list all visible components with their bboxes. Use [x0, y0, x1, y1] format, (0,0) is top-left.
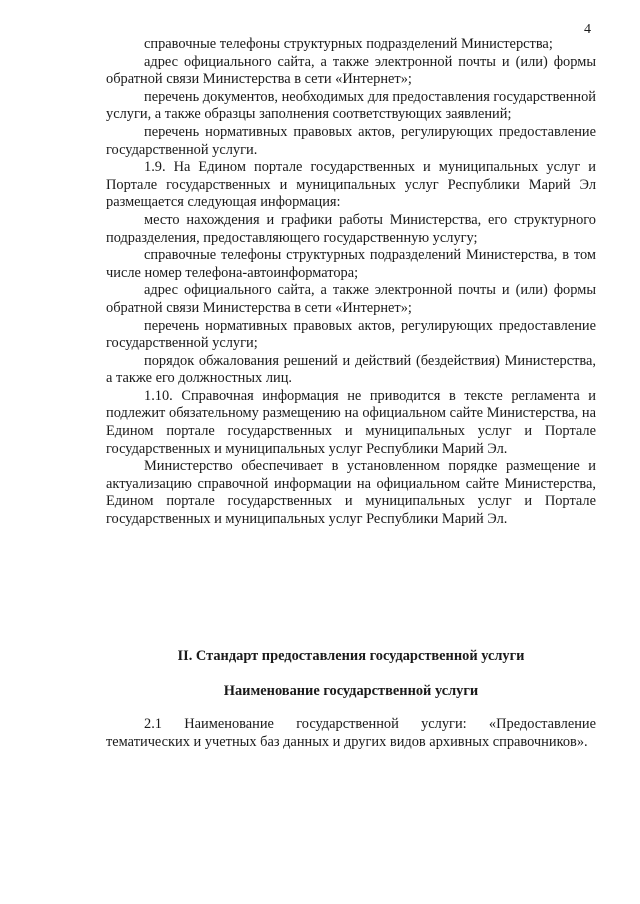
paragraph: перечень нормативных правовых актов, регулирующих предоставление государственной услуги. [106, 123, 596, 158]
paragraph: Министерство обеспечивает в установленном порядке размещение и актуализацию справочной информации на официальном сайте Министерства, Едином портале государственных и муниципальных услуг и Портале государственных и муниципальных услуг Республики Марий Эл. [106, 458, 596, 528]
paragraph: перечень документов, необходимых для предоставления государственной услуги, а также образцы заполнения соответствующих заявлений; [106, 88, 596, 123]
paragraph: справочные телефоны структурных подразделений Министерства; [144, 36, 553, 52]
paragraph: адрес официального сайта, а также электронной почты и (или) формы обратной связи Министерства в сети «Интернет»; [106, 282, 596, 316]
section-heading: II. Стандарт предоставления государственной услуги [177, 648, 525, 664]
paragraph: адрес официального сайта, а также электронной почты и (или) формы обратной связи Министерства в сети «Интернет»; [106, 53, 596, 88]
subsection-heading: Наименование государственной услуги [223, 683, 479, 699]
paragraph: место нахождения и графики работы Министерства, его структурного подразделения, предоставляющего государственную услугу; [106, 211, 596, 246]
page-number: 4 [584, 22, 591, 37]
paragraph: справочные телефоны структурных подразделений Министерства, в том числе номер телефона-автоинформатора; [106, 247, 596, 281]
paragraph: перечень нормативных правовых актов, регулирующих предоставление государственной услуги; [106, 317, 596, 352]
final-text [106, 716, 596, 751]
paragraph: 2.1 Наименование государственной услуги: «Предоставление тематических и учетных баз данных и других видов архивных справочников». [106, 716, 596, 750]
paragraph: 1.10. Справочная информация не приводится в тексте регламента и подлежит обязательному размещению на официальном сайте Министерства, на Едином портале государственных и муниципальных услуг и Портале государственных и муниципальных услуг Республики Марий Эл. [106, 387, 596, 457]
body-text [106, 36, 596, 529]
paragraph: 1.9. На Едином портале государственных и муниципальных услуг и Портале государственных и муниципальных услуг Республики Марий Эл размещается следующая информация: [106, 159, 596, 211]
paragraph: порядок обжалования решений и действий (бездействия) Министерства, а также его должностных лиц. [106, 352, 596, 387]
